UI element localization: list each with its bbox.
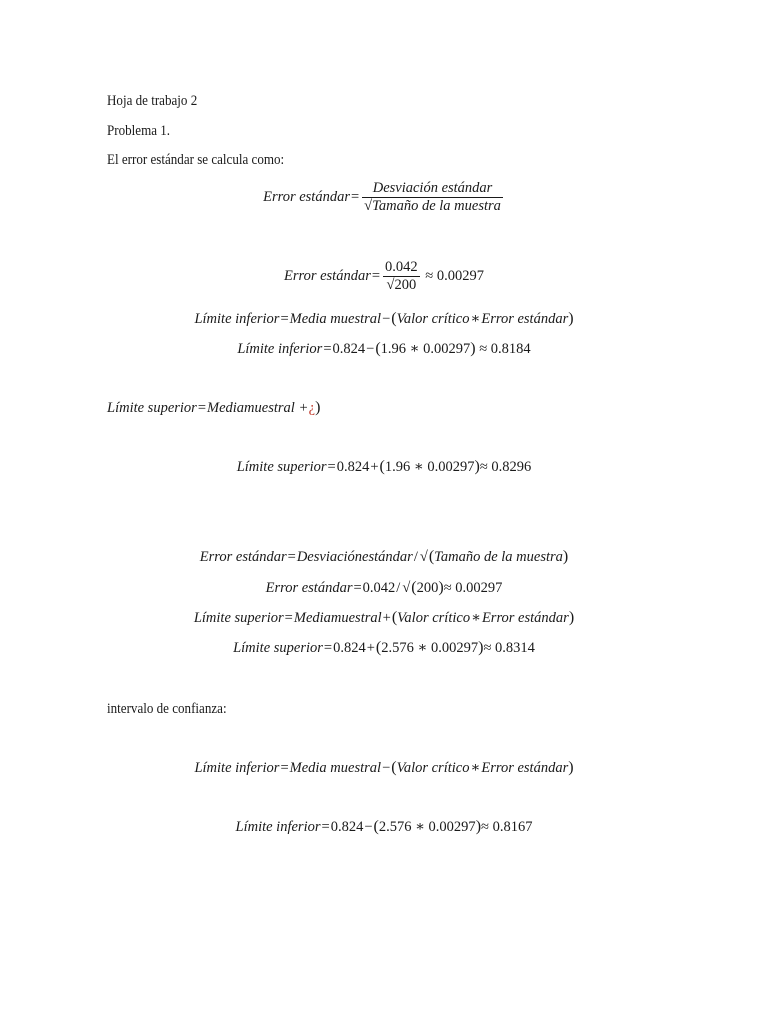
upper-limit-formula: Límite superior=Mediamuestral +¿): [107, 399, 321, 416]
formula-term: Mediamuestral: [293, 610, 382, 626]
formula-lhs: Límite inferior: [237, 341, 323, 357]
lower-limit-calculation-99: Límite inferior=0.824−(2.576 ∗ 0.00297)≈ 0.8167: [235, 818, 533, 835]
intro-text: El error estándar se calcula como:: [107, 152, 285, 168]
formula-term: Error estándar: [481, 311, 569, 327]
formula-term: Media muestral: [289, 760, 382, 776]
result: ≈ 0.00297: [425, 267, 485, 284]
formula-lhs: Error estándar: [263, 188, 350, 205]
standard-error-calculation: Error estándar= $\frac{0.042}{√200}$ ≈ 0.00297: [283, 259, 485, 293]
formula-term: 0.824: [336, 459, 370, 475]
formula-term: Error estándar: [481, 610, 569, 626]
formula-term: 0.042: [362, 580, 396, 596]
formula-term: 1.96 ∗ 0.00297: [380, 341, 471, 357]
fraction-denominator: 200: [394, 277, 417, 293]
result: ≈ 0.00297: [443, 580, 503, 596]
standard-error-inline-formula: Error estándar=Desviaciónestándar/ √(Tamaño de la muestra): [199, 548, 569, 565]
formula-lhs: Error estándar: [265, 580, 353, 596]
formula-term: Desviaciónestándar: [296, 549, 413, 565]
formula-term: 0.824: [333, 640, 366, 656]
formula-term: 0.824: [332, 341, 366, 357]
formula-lhs: Límite superior: [193, 610, 284, 626]
lower-limit-formula-99: Límite inferior=Media muestral−(Valor crítico∗Error estándar): [194, 759, 574, 776]
formula-term: Tamaño de la muestra: [434, 549, 563, 565]
lower-limit-formula: Límite inferior=Media muestral−(Valor crítico∗Error estándar): [194, 310, 574, 327]
formula-term: Media muestral: [289, 311, 382, 327]
upper-limit-calculation-99: Límite superior=0.824+(2.576 ∗ 0.00297)≈ 0.8314: [233, 639, 535, 656]
lower-limit-calculation: Límite inferior=0.824−(1.96 ∗ 0.00297) ≈ 0.8184: [237, 340, 531, 357]
formula-lhs: Error estándar: [283, 267, 371, 284]
result: ≈ 0.8184: [479, 341, 531, 357]
result: ≈ 0.8314: [483, 640, 535, 656]
broken-symbol: ¿: [308, 400, 316, 416]
formula-lhs: Error estándar: [199, 549, 287, 565]
formula-term: Valor crítico: [396, 311, 470, 327]
formula-term: 2.576 ∗ 0.00297: [381, 640, 479, 656]
formula-term: Mediamuestral: [207, 400, 295, 416]
formula-lhs: Límite superior: [233, 640, 323, 656]
formula-term: 200: [416, 580, 439, 596]
result: ≈ 0.8167: [481, 819, 533, 835]
formula-term: 0.824: [330, 819, 364, 835]
formula-lhs: Límite superior: [107, 400, 197, 416]
result: ≈ 0.8296: [479, 459, 532, 475]
fraction-denominator: Tamaño de la muestra: [372, 198, 501, 214]
standard-error-formula: Error estándar= $\frac{\text{Desviación estándar}}{\text{√Tamaño de la muestra}}$: [263, 180, 501, 214]
formula-term: 1.96 ∗ 0.00297: [384, 459, 475, 475]
formula-lhs: Límite superior: [236, 459, 327, 475]
fraction-numerator: 0.042: [385, 259, 418, 275]
formula-term: Valor crítico: [396, 760, 470, 776]
upper-limit-formula-99: Límite superior=Mediamuestral+(Valor crítico∗Error estándar): [193, 609, 575, 626]
formula-term: Valor crítico: [397, 610, 471, 626]
formula-lhs: Límite inferior: [235, 819, 321, 835]
fraction: $\frac{0.042}{√200}$: [385, 259, 418, 293]
formula-lhs: Límite inferior: [194, 760, 280, 776]
upper-limit-calculation: Límite superior=0.824+(1.96 ∗ 0.00297)≈ 0.8296: [236, 458, 532, 475]
formula-lhs: Límite inferior: [194, 311, 280, 327]
fraction: $\frac{\text{Desviación estándar}}{\text{√Tamaño de la muestra}}$: [364, 180, 501, 214]
standard-error-inline-calculation: Error estándar=0.042/ √(200)≈ 0.00297: [265, 579, 503, 596]
confidence-interval-label: intervalo de confianza:: [107, 701, 227, 717]
problem-heading: Problema 1.: [107, 123, 171, 139]
formula-term: Error estándar: [481, 760, 569, 776]
formula-term: 2.576 ∗ 0.00297: [378, 819, 476, 835]
document-title: Hoja de trabajo 2: [107, 93, 198, 109]
fraction-numerator: Desviación estándar: [362, 180, 503, 198]
